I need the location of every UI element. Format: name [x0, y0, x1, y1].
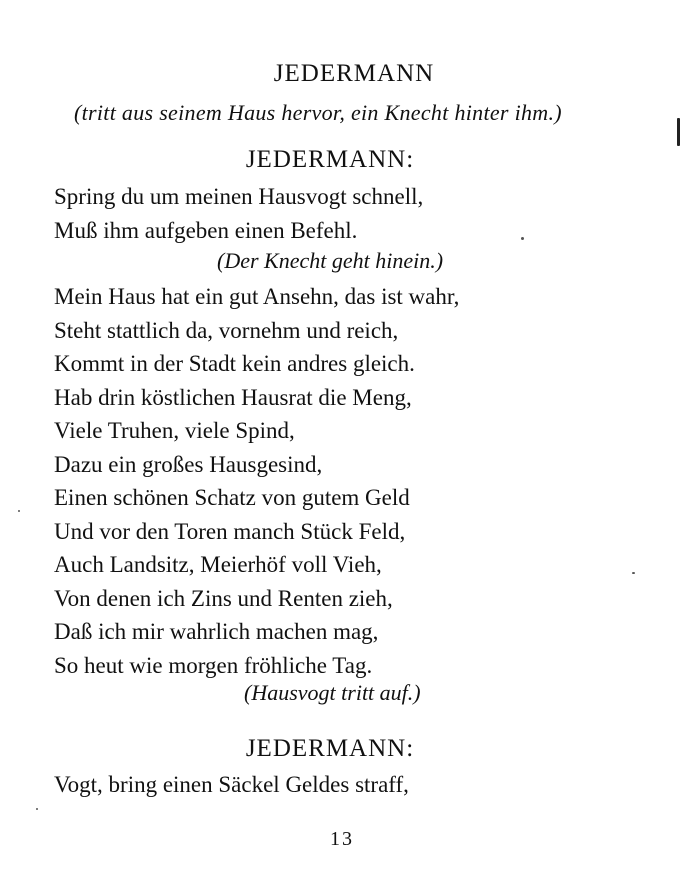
verse-line: Und vor den Toren manch Stück Feld, — [54, 518, 406, 544]
speaker-heading-2: JEDERMANN: — [245, 146, 415, 173]
verse-line: Daß ich mir wahrlich machen mag, — [54, 619, 379, 644]
scan-speck — [632, 572, 635, 574]
verse-block-1 — [54, 180, 423, 247]
speaker-heading-3: JEDERMANN: — [245, 735, 415, 762]
stage-direction-steward-enters: (Hausvogt tritt auf.) — [244, 680, 421, 705]
verse-line: Von denen ich Zins und Renten zieh, — [54, 585, 393, 611]
scan-speck — [18, 510, 20, 512]
verse-line: Einen schönen Schatz von gutem Geld — [54, 485, 410, 510]
verse-line: Steht stattlich da, vornehm und reich, — [54, 317, 399, 343]
scan-speck — [36, 808, 38, 810]
verse-line: Kommt in der Stadt kein andres gleich. — [54, 351, 415, 376]
verse-line: Spring du um meinen Hausvogt schnell, — [54, 184, 424, 209]
verse-line: Mein Haus hat ein gut Ansehn, das ist wahr, — [54, 284, 460, 309]
verse-line: Hab drin köstlichen Hausrat die Meng, — [54, 384, 412, 410]
verse-line: Muß ihm aufgeben einen Befehl. — [54, 217, 358, 243]
verse-line: Dazu ein großes Hausgesind, — [54, 451, 323, 477]
verse-block-3 — [54, 768, 409, 802]
verse-line: So heut wie morgen fröhliche Tag. — [54, 652, 373, 678]
speaker-heading-1: JEDERMANN — [273, 60, 435, 87]
verse-line: Auch Landsitz, Meierhöf voll Vieh, — [54, 552, 382, 577]
stage-direction-entrance: (tritt aus seinem Haus hervor, ein Knecht hinter ihm.) — [74, 100, 562, 125]
verse-line: Viele Truhen, viele Spind, — [54, 418, 295, 443]
scan-speck — [521, 237, 524, 240]
page-number: 13 — [330, 828, 354, 850]
scan-edge-mark — [677, 118, 680, 146]
verse-line: Vogt, bring einen Säckel Geldes straff, — [54, 772, 409, 797]
verse-block-2 — [54, 280, 459, 682]
stage-direction-servant-exit: (Der Knecht geht hinein.) — [217, 248, 444, 273]
